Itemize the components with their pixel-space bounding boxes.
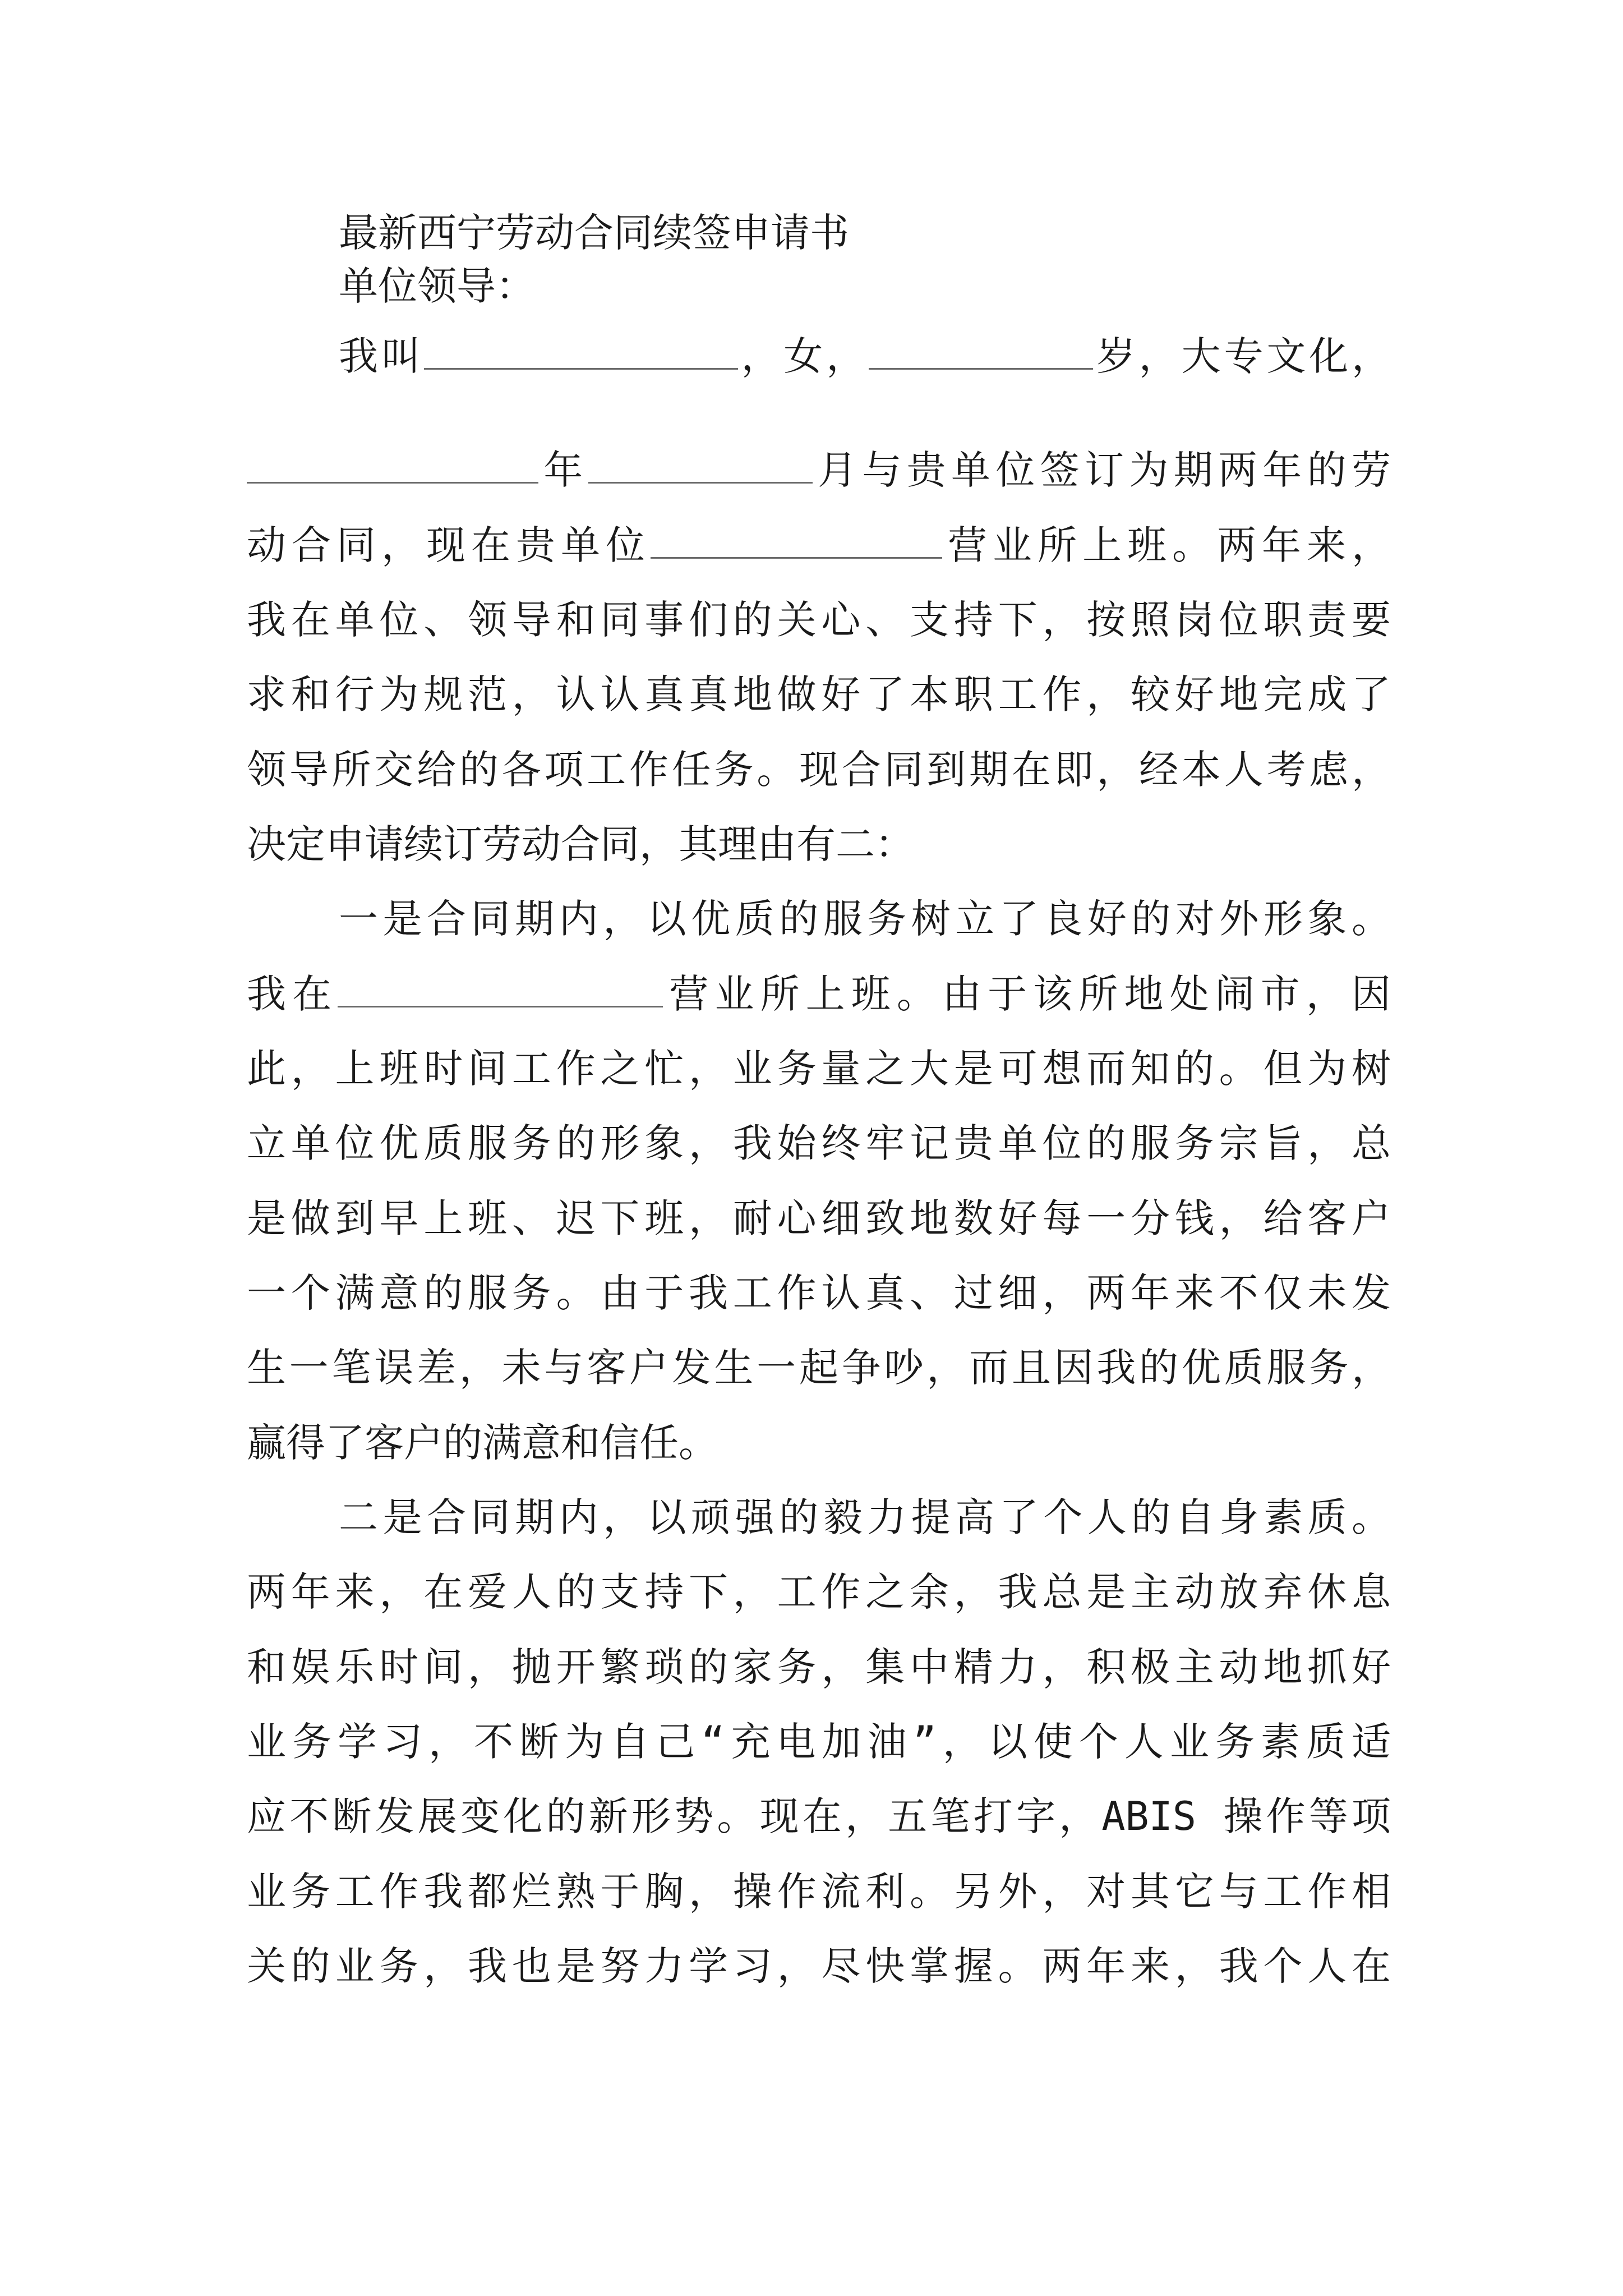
paragraph-1-line-7: 决定申请续订劳动合同，其理由有二： [247, 821, 914, 867]
paragraph-1-line-3 [247, 517, 1391, 573]
text-segment: 岁，大专文化， [1093, 333, 1391, 379]
paragraph-2-line-4: 立单位优质服务的形象，我始终牢记贵单位的服务宗旨，总 [247, 1120, 1391, 1166]
paragraph-3-line-3: 和娱乐时间，抛开繁琐的家务，集中精力，积极主动地抓好 [247, 1644, 1391, 1690]
paragraph-3-line-6: 业务工作我都烂熟于胸，操作流利。另外，对其它与工作相 [247, 1869, 1391, 1915]
age-blank-field[interactable] [869, 334, 1093, 370]
paragraph-2-line-5: 是做到早上班、迟下班，耐心细致地数好每一分钱，给客户 [247, 1195, 1391, 1241]
paragraph-2-line-7: 生一笔误差，未与客户发生一起争吵，而且因我的优质服务， [247, 1345, 1391, 1391]
text-segment: 我叫 [339, 333, 424, 379]
paragraph-1-line-2 [247, 442, 1391, 498]
paragraph-1-line-1 [339, 328, 1391, 384]
paragraph-2-line-3: 此，上班时间工作之忙，业务量之大是可想而知的。但为树 [247, 1046, 1391, 1092]
paragraph-3-line-4: 业务学习，不断为自己“充电加油”，以使个人业务素质适 [247, 1719, 1391, 1765]
text-segment: 年 [538, 447, 588, 493]
document-title: 最新西宁劳动合同续签申请书 [339, 210, 849, 256]
text-segment: 动合同，现在贵单位 [247, 522, 651, 568]
text-segment: 月与贵单位签订为期两年的劳 [812, 447, 1391, 493]
paragraph-2-line-6: 一个满意的服务。由于我工作认真、过细，两年来不仅未发 [247, 1270, 1391, 1316]
paragraph-2-line-8: 赢得了客户的满意和信任。 [247, 1420, 718, 1466]
name-blank-field[interactable] [424, 334, 738, 370]
paragraph-3-line-7: 关的业务，我也是努力学习，尽快掌握。两年来，我个人在 [247, 1943, 1391, 1989]
paragraph-3-line-5: 应不断发展变化的新形势。现在，五笔打字，ABIS 操作等项 [247, 1793, 1391, 1839]
text-segment: 营业所上班。由于该所地处闹市，因 [663, 971, 1391, 1017]
text-segment: 我在 [247, 971, 338, 1017]
paragraph-2-line-1: 一是合同期内，以优质的服务树立了良好的对外形象。 [339, 896, 1391, 942]
month-blank-field[interactable] [588, 448, 813, 484]
paragraph-1-line-6: 领导所交给的各项工作任务。现合同到期在即，经本人考虑， [247, 747, 1391, 793]
paragraph-3-line-2: 两年来，在爱人的支持下，工作之余，我总是主动放弃休息 [247, 1569, 1391, 1615]
paragraph-3-line-1: 二是合同期内，以顽强的毅力提高了个人的自身素质。 [339, 1494, 1391, 1540]
text-segment: 营业所上班。两年来， [942, 522, 1391, 568]
branch-blank-field[interactable] [338, 972, 663, 1007]
salutation: 单位领导： [339, 263, 535, 309]
paragraph-1-line-4: 我在单位、领导和同事们的关心、支持下，按照岗位职责要 [247, 597, 1391, 643]
text-segment: ，女， [737, 333, 869, 379]
branch-blank-field[interactable] [651, 523, 942, 559]
paragraph-2-line-2 [247, 966, 1391, 1022]
paragraph-1-line-5: 求和行为规范，认认真真地做好了本职工作，较好地完成了 [247, 671, 1391, 717]
year-blank-field[interactable] [247, 448, 538, 484]
